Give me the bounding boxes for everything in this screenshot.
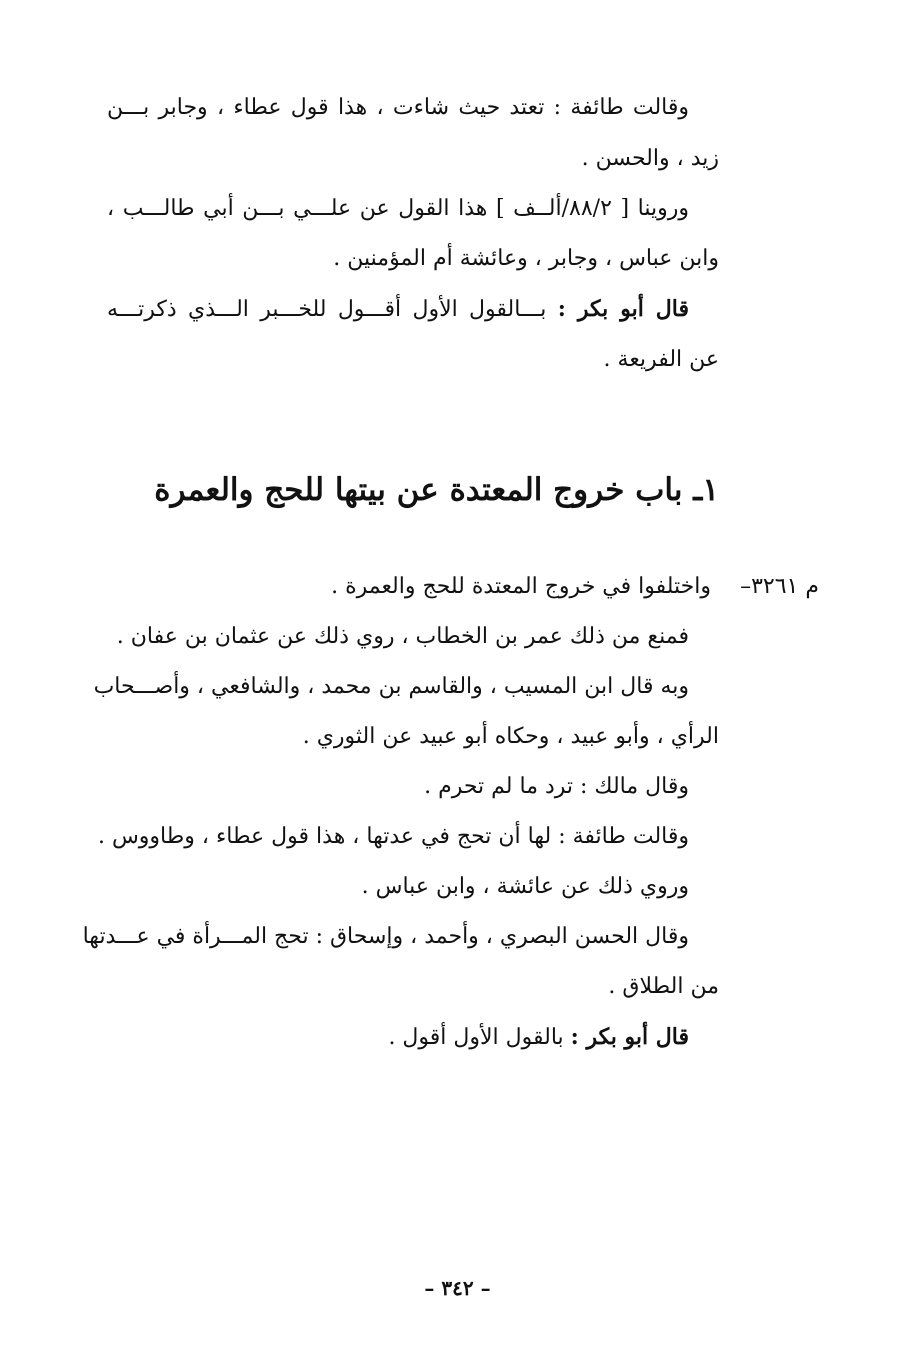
author-lead: قال أبو بكر : [557,296,689,322]
text-line [107,294,689,325]
text-line: وقالت طائفة : تعتد حيث شاءت ، هذا قول عطاء ، وجابر بـــن [107,95,689,120]
statement-text: بالقول الأول أقول . [388,1025,564,1050]
text-line: زيد ، والحسن . [581,146,719,171]
statement-text: بـــالقول الأول أقـــول للخـــبر الـــذي ذكرتـــه [107,297,547,322]
text-line: وقال مالك : ترد ما لم تحرم . [424,774,689,799]
text-line: من الطلاق . [608,974,719,999]
author-lead: قال أبو بكر : [570,1024,689,1050]
text-line: الرأي ، وأبو عبيد ، وحكاه أبو عبيد عن الثوري . [302,724,719,749]
text-line: وروي ذلك عن عائشة ، وابن عباس . [361,874,689,899]
text-line [107,1022,689,1053]
entry-number: م ٣٢٦١– [740,574,819,599]
text-line: وروينا [ ٨٨/٢/ألــف ] هذا القول عن علـــي بـــن أبي طالـــب ، [107,196,690,221]
text-line: وبه قال ابن المسيب ، والقاسم بن محمد ، والشافعي ، وأصـــحاب [93,674,689,699]
text-line: وابن عباس ، وجابر ، وعائشة أم المؤمنين . [333,246,719,271]
text-line: وقال الحسن البصري ، وأحمد ، وإسحاق : تحج المـــرأة في عـــدتها [82,924,689,949]
text-line: فمنع من ذلك عمر بن الخطاب ، روي ذلك عن عثمان بن عفان . [116,624,689,649]
text-line: وقالت طائفة : لها أن تحج في عدتها ، هذا قول عطاء ، وطاووس . [97,824,689,849]
entry-first-line: واختلفوا في خروج المعتدة للحج والعمرة . [331,574,711,599]
text-line: عن الفريعة . [603,347,719,372]
chapter-heading: ١ـ باب خروج المعتدة عن بيتها للحج والعمرة [154,472,719,508]
page-number: – ٣٤٢ – [424,1276,491,1300]
